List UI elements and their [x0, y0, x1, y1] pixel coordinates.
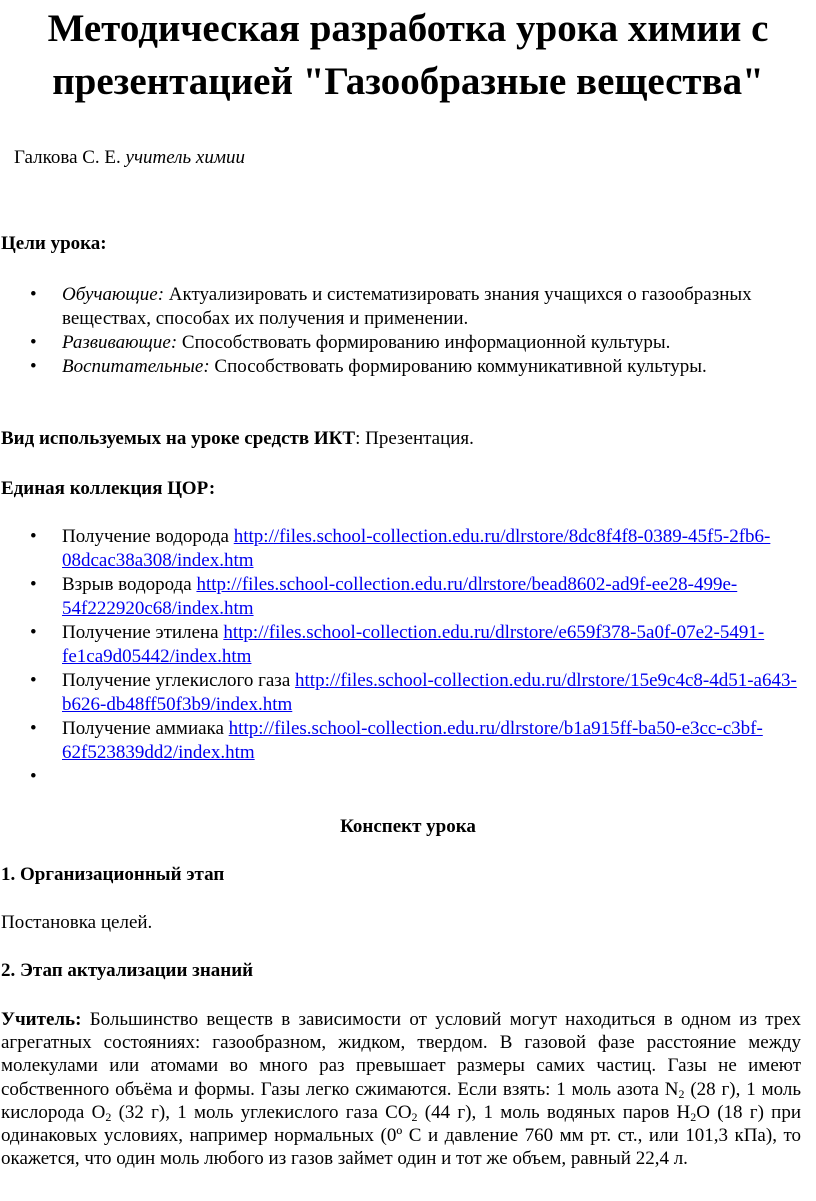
author-line: [14, 145, 245, 171]
subscript: 2: [690, 1109, 697, 1124]
teacher-text: (28 г), 1 моль кислорода O: [1, 1078, 801, 1123]
resource-link[interactable]: http://files.school-collection.edu.ru/dlrstore/8dc8f4f8-0389-45f5-2fb6-08dcac38a308/index.htm: [62, 526, 771, 571]
resource-text: Получение этилена: [62, 622, 219, 643]
ikt-label: Вид используемых на уроке средств ИКТ: [1, 428, 356, 449]
resource-item: [0, 573, 800, 621]
resource-text: Получение водорода: [62, 526, 229, 547]
summary-heading: Конспект урока: [340, 816, 476, 837]
resource-text: Получение аммиака: [62, 718, 224, 739]
goal-item: [0, 331, 800, 355]
resource-item: [0, 525, 800, 573]
resource-text: Взрыв водорода: [62, 574, 192, 595]
author-role: учитель химии: [125, 147, 245, 168]
ikt-line: [1, 427, 801, 451]
resource-item: [0, 717, 800, 765]
teacher-text: (32 г), 1 моль углекислого газа CO: [111, 1101, 412, 1123]
ikt-value: : Презентация.: [355, 428, 474, 449]
stage1-heading: 1. Организационный этап: [1, 864, 225, 885]
document-title: Методическая разработка урока химии с презентацией "Газообразные вещества": [47, 7, 769, 103]
goal-text: Способствовать формированию информационной культуры.: [181, 332, 671, 353]
teacher-text: Большинство веществ в зависимости от условий могут находиться в одном из трех агрегатных состояниях: газообразном, жидком, твердом. В газовой фазе расстояние между молекулами или атомами во много раз превышает размеры самих частиц. Газы не имеют собственного объёма и формы. Газы легко сжимаются. Если взять: 1 моль азота N: [1, 1009, 801, 1100]
stage1-text: Постановка целей.: [1, 912, 153, 933]
teacher-text: (44 г), 1 моль водяных паров H: [417, 1101, 691, 1123]
resources-list: [0, 525, 800, 789]
stage2-heading: 2. Этап актуализации знаний: [1, 960, 254, 981]
resource-item: [0, 621, 800, 669]
goal-label: Обучающие:: [62, 284, 165, 305]
teacher-paragraph: [1, 1008, 801, 1170]
resource-text: Получение углекислого газа: [62, 670, 291, 691]
resource-link[interactable]: http://files.school-collection.edu.ru/dlrstore/bead8602-ad9f-ee28-499e-54f222920c68/index.htm: [62, 574, 738, 619]
resource-link[interactable]: http://files.school-collection.edu.ru/dlrstore/b1a915ff-ba50-e3cc-c3bf-62f523839dd2/index.htm: [62, 718, 763, 763]
resource-item-empty: [0, 765, 800, 789]
resource-item: [0, 669, 800, 717]
subscript: 2: [678, 1086, 685, 1101]
teacher-label: Учитель:: [1, 1009, 82, 1030]
teacher-text: O (18 г) при одинаковых условиях, например нормальных (0º С и давление 760 мм рт. ст., или 101,3 кПа), то окажется, что один моль любого из газов займет один и тот же объем, равный 22,4 л.: [1, 1101, 801, 1170]
author-name: Галкова С. Е.: [14, 147, 121, 168]
goal-item: [0, 283, 800, 331]
goal-text: Актуализировать и систематизировать знания учащихся о газообразных веществах, способах их получения и применении.: [62, 284, 752, 329]
goal-text: Способствовать формированию коммуникативной культуры.: [214, 356, 707, 377]
subscript: 2: [411, 1109, 418, 1124]
goals-list: [0, 283, 800, 379]
goal-label: Развивающие:: [62, 332, 178, 353]
goal-item: [0, 355, 800, 379]
resources-heading: Единая коллекция ЦОР:: [1, 478, 216, 499]
subscript: 2: [105, 1109, 112, 1124]
goals-heading: Цели урока:: [1, 233, 107, 254]
goal-label: Воспитательные:: [62, 356, 210, 377]
resource-link[interactable]: http://files.school-collection.edu.ru/dlrstore/15e9c4c8-4d51-a643-b626-db48ff50f3b9/index.htm: [62, 670, 797, 715]
resource-link[interactable]: http://files.school-collection.edu.ru/dlrstore/e659f378-5a0f-07e2-5491-fe1ca9d05442/index.htm: [62, 622, 765, 667]
